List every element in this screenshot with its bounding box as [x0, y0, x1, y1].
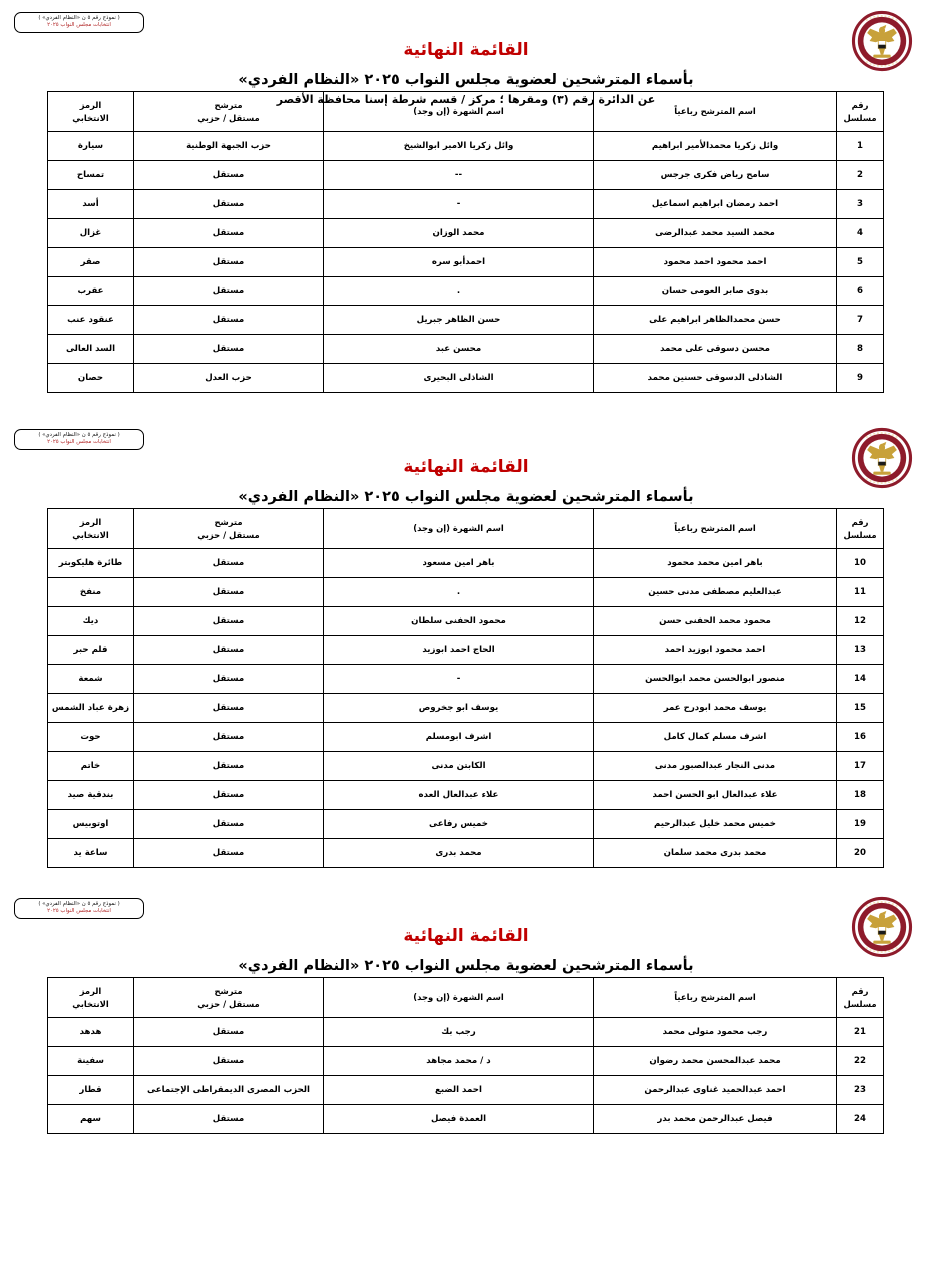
- serial-cell: 19: [837, 810, 884, 839]
- electoral-symbol-cell: صقر: [48, 248, 134, 277]
- candidate-name-cell: محمد بدرى محمد سلمان: [594, 839, 837, 868]
- serial-cell: 8: [837, 335, 884, 364]
- table-wrapper: [0, 977, 932, 1134]
- fame-name-cell: -: [324, 190, 594, 219]
- col-header-serial: رقم مسلسل: [837, 92, 884, 132]
- table-row: [48, 694, 884, 723]
- fame-name-cell: .: [324, 277, 594, 306]
- table-wrapper: [0, 91, 932, 393]
- electoral-symbol-cell: قلم حبر: [48, 636, 134, 665]
- page-title: القائمة النهائية: [403, 926, 529, 946]
- table-row: [48, 810, 884, 839]
- col-header-electoral-symbol: الرمز الانتخابي: [48, 978, 134, 1018]
- fame-name-cell: خميس رفاعى: [324, 810, 594, 839]
- table-body: [48, 1018, 884, 1134]
- serial-cell: 4: [837, 219, 884, 248]
- col-header-fame-name: اسم الشهرة (إن وجد): [324, 92, 594, 132]
- form-number-box: [14, 898, 144, 919]
- candidate-type-cell: مستقل: [134, 190, 324, 219]
- electoral-symbol-cell: سهم: [48, 1105, 134, 1134]
- candidate-type-cell: حزب العدل: [134, 364, 324, 393]
- candidate-name-cell: علاء عبدالعال ابو الحسن احمد: [594, 781, 837, 810]
- candidate-name-cell: فيصل عبدالرحمن محمد بدر: [594, 1105, 837, 1134]
- page-subtitle: بأسماء المترشحين لعضوية مجلس النواب ٢٠٢٥ «النظام الفردي»: [238, 958, 694, 974]
- col-header-electoral-symbol: الرمز الانتخابي: [48, 509, 134, 549]
- candidate-list-section: [0, 886, 932, 1134]
- candidate-type-cell: مستقل: [134, 277, 324, 306]
- candidate-type-cell: مستقل: [134, 161, 324, 190]
- header-row: [48, 509, 884, 549]
- form-number-line1: ( نموذج رقم ٥ ن «النظام الفردي» ): [38, 432, 120, 438]
- form-number-line2: انتخابات مجلس النواب ٢٠٢٥: [47, 21, 111, 28]
- table-row: [48, 1018, 884, 1047]
- electoral-symbol-cell: هدهد: [48, 1018, 134, 1047]
- candidate-name-cell: منصور ابوالحسن محمد ابوالحسن: [594, 665, 837, 694]
- fame-name-cell: الكابتن مدنى: [324, 752, 594, 781]
- col-header-candidate-name: اسم المترشح رباعياً: [594, 92, 837, 132]
- fame-name-cell: باهر امين مسعود: [324, 549, 594, 578]
- candidates-table: [47, 977, 884, 1134]
- candidate-type-cell: مستقل: [134, 248, 324, 277]
- table-row: [48, 723, 884, 752]
- col-header-candidate-type: مترشح مستقل / حزبي: [134, 509, 324, 549]
- page-subtitle: بأسماء المترشحين لعضوية مجلس النواب ٢٠٢٥ «النظام الفردي»: [238, 489, 694, 505]
- egypt-eagle-seal-icon: [851, 896, 913, 958]
- candidate-name-cell: عبدالعليم مصطفى مدنى حسين: [594, 578, 837, 607]
- table-row: [48, 219, 884, 248]
- section-header: [0, 417, 932, 505]
- candidate-name-cell: محمد عبدالمحسن محمد رضوان: [594, 1047, 837, 1076]
- serial-cell: 2: [837, 161, 884, 190]
- candidate-type-cell: مستقل: [134, 636, 324, 665]
- candidate-type-cell: مستقل: [134, 549, 324, 578]
- electoral-symbol-cell: حصان: [48, 364, 134, 393]
- fame-name-cell: محمود الحفنى سلطان: [324, 607, 594, 636]
- section-spacer: [0, 1134, 932, 1152]
- table-row: [48, 607, 884, 636]
- serial-cell: 24: [837, 1105, 884, 1134]
- col-header-electoral-symbol: الرمز الانتخابي: [48, 92, 134, 132]
- candidate-type-cell: مستقل: [134, 810, 324, 839]
- form-number-line2: انتخابات مجلس النواب ٢٠٢٥: [47, 907, 111, 914]
- page-title: القائمة النهائية: [403, 457, 529, 477]
- col-header-candidate-type: مترشح مستقل / حزبي: [134, 978, 324, 1018]
- candidate-name-cell: محسن دسوقى على محمد: [594, 335, 837, 364]
- electoral-symbol-cell: غزال: [48, 219, 134, 248]
- electoral-symbol-cell: ساعة يد: [48, 839, 134, 868]
- table-row: [48, 161, 884, 190]
- header-row: [48, 978, 884, 1018]
- serial-cell: 12: [837, 607, 884, 636]
- table-row: [48, 248, 884, 277]
- serial-cell: 6: [837, 277, 884, 306]
- electoral-symbol-cell: طائرة هليكوبتر: [48, 549, 134, 578]
- candidate-name-cell: رجب محمود متولى محمد: [594, 1018, 837, 1047]
- table-wrapper: [0, 508, 932, 868]
- col-header-candidate-name: اسم المترشح رباعياً: [594, 509, 837, 549]
- candidate-name-cell: احمد محمود ابوزيد احمد: [594, 636, 837, 665]
- fame-name-cell: اشرف ابومسلم: [324, 723, 594, 752]
- electoral-symbol-cell: منفخ: [48, 578, 134, 607]
- table-row: [48, 549, 884, 578]
- serial-cell: 1: [837, 132, 884, 161]
- fame-name-cell: حسن الظاهر جبريل: [324, 306, 594, 335]
- electoral-symbol-cell: تمساح: [48, 161, 134, 190]
- serial-cell: 21: [837, 1018, 884, 1047]
- serial-cell: 3: [837, 190, 884, 219]
- candidate-type-cell: مستقل: [134, 1105, 324, 1134]
- candidate-type-cell: حزب الجبهة الوطنية: [134, 132, 324, 161]
- table-row: [48, 306, 884, 335]
- serial-cell: 20: [837, 839, 884, 868]
- serial-cell: 11: [837, 578, 884, 607]
- candidate-type-cell: مستقل: [134, 781, 324, 810]
- section-header: [0, 886, 932, 974]
- candidate-type-cell: مستقل: [134, 1047, 324, 1076]
- electoral-symbol-cell: حوت: [48, 723, 134, 752]
- col-header-fame-name: اسم الشهرة (إن وجد): [324, 509, 594, 549]
- table-row: [48, 1076, 884, 1105]
- form-number-box: [14, 429, 144, 450]
- candidate-type-cell: الحزب المصرى الديمقراطى الإجتماعى: [134, 1076, 324, 1105]
- candidate-name-cell: وائل زكريا محمدالأمير ابراهيم: [594, 132, 837, 161]
- candidate-name-cell: محمد السيد محمد عبدالرضى: [594, 219, 837, 248]
- electoral-symbol-cell: قطار: [48, 1076, 134, 1105]
- section-header: [0, 0, 932, 106]
- candidate-name-cell: بدوى صابر العومى حسان: [594, 277, 837, 306]
- candidate-list-section: [0, 417, 932, 868]
- serial-cell: 23: [837, 1076, 884, 1105]
- col-header-candidate-type: مترشح مستقل / حزبي: [134, 92, 324, 132]
- candidate-type-cell: مستقل: [134, 665, 324, 694]
- electoral-symbol-cell: سفينة: [48, 1047, 134, 1076]
- fame-name-cell: د / محمد مجاهد: [324, 1047, 594, 1076]
- electoral-symbol-cell: أسد: [48, 190, 134, 219]
- col-header-serial: رقم مسلسل: [837, 978, 884, 1018]
- candidate-name-cell: محمود محمد الحفنى حسن: [594, 607, 837, 636]
- fame-name-cell: -: [324, 665, 594, 694]
- table-row: [48, 636, 884, 665]
- table-row: [48, 190, 884, 219]
- candidate-type-cell: مستقل: [134, 1018, 324, 1047]
- fame-name-cell: وائل زكريا الامير ابوالشيخ: [324, 132, 594, 161]
- candidate-name-cell: احمد عبدالحميد غناوى عبدالرحمن: [594, 1076, 837, 1105]
- col-header-candidate-name: اسم المترشح رباعياً: [594, 978, 837, 1018]
- candidates-table: [47, 91, 884, 393]
- fame-name-cell: رجب بك: [324, 1018, 594, 1047]
- table-row: [48, 364, 884, 393]
- candidate-name-cell: حسن محمدالظاهر ابراهيم على: [594, 306, 837, 335]
- table-row: [48, 839, 884, 868]
- serial-cell: 16: [837, 723, 884, 752]
- serial-cell: 13: [837, 636, 884, 665]
- col-header-serial: رقم مسلسل: [837, 509, 884, 549]
- fame-name-cell: --: [324, 161, 594, 190]
- fame-name-cell: علاء عبدالعال العده: [324, 781, 594, 810]
- candidate-type-cell: مستقل: [134, 578, 324, 607]
- electoral-symbol-cell: سيارة: [48, 132, 134, 161]
- candidate-type-cell: مستقل: [134, 694, 324, 723]
- candidate-name-cell: اشرف مسلم كمال كامل: [594, 723, 837, 752]
- candidate-list-section: [0, 0, 932, 393]
- fame-name-cell: .: [324, 578, 594, 607]
- egypt-eagle-seal-icon: [851, 10, 913, 72]
- serial-cell: 22: [837, 1047, 884, 1076]
- table-body: [48, 132, 884, 393]
- serial-cell: 10: [837, 549, 884, 578]
- electoral-symbol-cell: عقرب: [48, 277, 134, 306]
- electoral-symbol-cell: اوتوبيس: [48, 810, 134, 839]
- table-row: [48, 1105, 884, 1134]
- fame-name-cell: محسن عبد: [324, 335, 594, 364]
- electoral-symbol-cell: خاتم: [48, 752, 134, 781]
- candidate-name-cell: سامح رياض فكرى جرجس: [594, 161, 837, 190]
- serial-cell: 17: [837, 752, 884, 781]
- fame-name-cell: الشاذلى البحيرى: [324, 364, 594, 393]
- serial-cell: 5: [837, 248, 884, 277]
- table-row: [48, 335, 884, 364]
- fame-name-cell: العمدة فيصل: [324, 1105, 594, 1134]
- serial-cell: 14: [837, 665, 884, 694]
- candidate-name-cell: باهر امين محمد محمود: [594, 549, 837, 578]
- table-body: [48, 549, 884, 868]
- candidate-type-cell: مستقل: [134, 306, 324, 335]
- table-head: [48, 978, 884, 1018]
- fame-name-cell: محمد الوزان: [324, 219, 594, 248]
- fame-name-cell: احمد الضبع: [324, 1076, 594, 1105]
- candidate-type-cell: مستقل: [134, 839, 324, 868]
- form-number-line2: انتخابات مجلس النواب ٢٠٢٥: [47, 438, 111, 445]
- section-spacer: [0, 868, 932, 886]
- form-number-line1: ( نموذج رقم ٥ ن «النظام الفردي» ): [38, 15, 120, 21]
- table-row: [48, 752, 884, 781]
- serial-cell: 15: [837, 694, 884, 723]
- electoral-symbol-cell: عنقود عنب: [48, 306, 134, 335]
- egypt-eagle-seal-icon: [851, 427, 913, 489]
- candidate-name-cell: احمد محمود احمد محمود: [594, 248, 837, 277]
- table-row: [48, 1047, 884, 1076]
- table-row: [48, 665, 884, 694]
- fame-name-cell: احمدأبو سره: [324, 248, 594, 277]
- table-row: [48, 781, 884, 810]
- table-row: [48, 578, 884, 607]
- fame-name-cell: يوسف ابو جخروص: [324, 694, 594, 723]
- candidate-name-cell: خميس محمد خليل عبدالرحيم: [594, 810, 837, 839]
- electoral-symbol-cell: زهرة عباد الشمس: [48, 694, 134, 723]
- candidate-name-cell: يوسف محمد ابودرح عمر: [594, 694, 837, 723]
- col-header-fame-name: اسم الشهرة (إن وجد): [324, 978, 594, 1018]
- serial-cell: 18: [837, 781, 884, 810]
- page-subtitle: بأسماء المترشحين لعضوية مجلس النواب ٢٠٢٥ «النظام الفردي»: [238, 72, 694, 88]
- table-row: [48, 277, 884, 306]
- table-row: [48, 132, 884, 161]
- candidate-name-cell: مدنى النجار عبدالصبور مدنى: [594, 752, 837, 781]
- fame-name-cell: الحاج احمد ابوزيد: [324, 636, 594, 665]
- electoral-symbol-cell: ديك: [48, 607, 134, 636]
- electoral-symbol-cell: شمعة: [48, 665, 134, 694]
- candidate-type-cell: مستقل: [134, 723, 324, 752]
- table-head: [48, 509, 884, 549]
- candidate-type-cell: مستقل: [134, 335, 324, 364]
- electoral-symbol-cell: السد العالى: [48, 335, 134, 364]
- candidate-name-cell: الشاذلى الدسوقى حسنين محمد: [594, 364, 837, 393]
- section-spacer: [0, 393, 932, 417]
- district-line: عن الدائرة رقم (٣) ومقرها ؛ مركز / قسم شرطة إسنا محافظة الأقصر: [276, 93, 656, 106]
- page-title: القائمة النهائية: [403, 40, 529, 60]
- form-number-line1: ( نموذج رقم ٥ ن «النظام الفردي» ): [38, 901, 120, 907]
- candidate-type-cell: مستقل: [134, 219, 324, 248]
- serial-cell: 7: [837, 306, 884, 335]
- candidate-type-cell: مستقل: [134, 752, 324, 781]
- fame-name-cell: محمد بدرى: [324, 839, 594, 868]
- candidate-name-cell: احمد رمضان ابراهيم اسماعيل: [594, 190, 837, 219]
- serial-cell: 9: [837, 364, 884, 393]
- candidate-type-cell: مستقل: [134, 607, 324, 636]
- candidates-table: [47, 508, 884, 868]
- form-number-box: [14, 12, 144, 33]
- electoral-symbol-cell: بندقية صيد: [48, 781, 134, 810]
